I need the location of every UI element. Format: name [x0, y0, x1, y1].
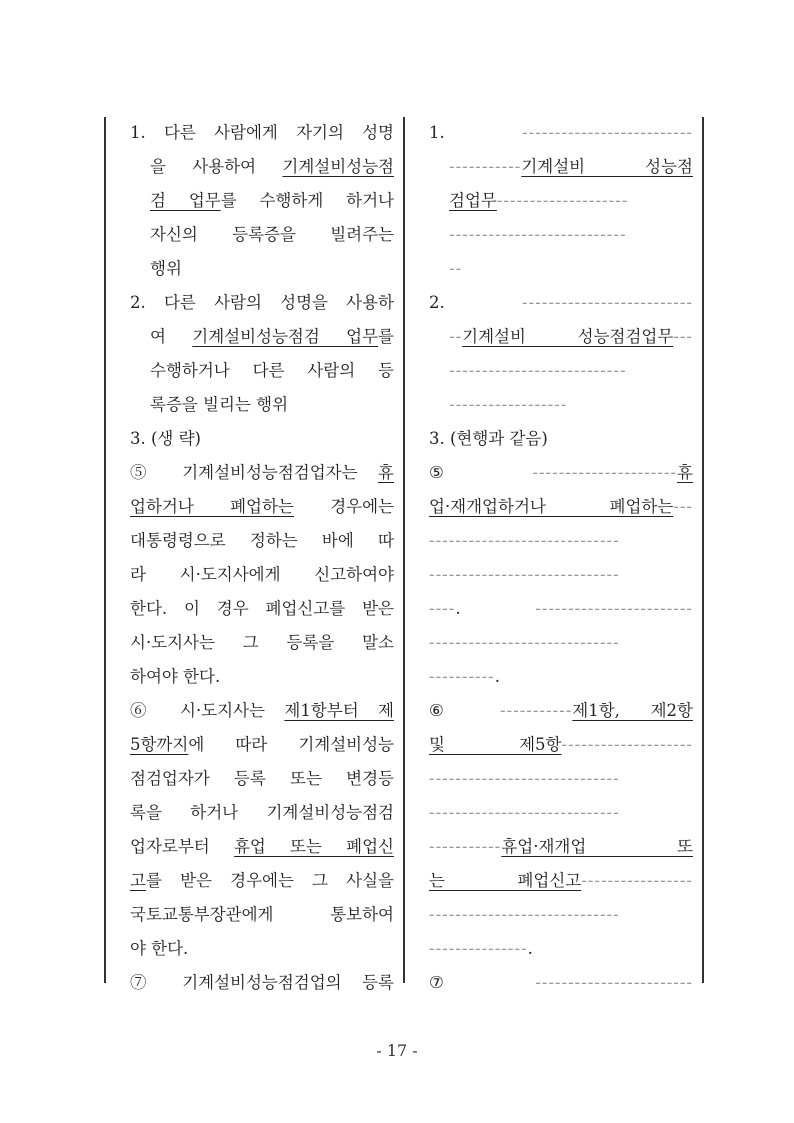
amendment-text-line: [403, 286, 693, 320]
text-segment: 라 시·도지사에게 신고하여야: [130, 565, 394, 584]
amendment-text-line: [403, 830, 693, 864]
current-text-line: [104, 252, 394, 286]
text-segment: 에 따라 기계설비성능: [188, 735, 394, 754]
current-text-line: [104, 286, 394, 320]
underlined-text: 업하거나 폐업하는: [130, 497, 294, 516]
text-segment: ⑥ 시·도지사는: [130, 701, 285, 720]
amendment-text-line: [403, 558, 693, 592]
amendment-text-line: [403, 320, 693, 354]
dash-placeholder: -----------------: [581, 871, 693, 890]
amendment-text-line: [403, 218, 693, 252]
text-segment: .: [494, 667, 501, 686]
text-segment: 3. (현행과 같음): [429, 429, 548, 448]
text-segment: 를 받은 경우에는 그 사실을: [145, 871, 394, 890]
underlined-text: 검업무: [449, 191, 497, 210]
dash-placeholder: --: [449, 259, 463, 278]
amendment-text-line: [403, 116, 693, 150]
dash-placeholder: -----------------------------: [429, 633, 620, 652]
text-segment: ⑤ 기계설비성능점검업자는: [130, 463, 379, 482]
dash-placeholder: -----------------------------: [429, 769, 620, 788]
text-segment: 를 수행하게 하거나: [220, 191, 394, 210]
current-text-line: [104, 694, 394, 728]
amendment-text-line: [403, 796, 693, 830]
current-text-line: [104, 116, 394, 150]
text-segment: .: [455, 599, 536, 618]
current-text-line: [104, 558, 394, 592]
text-segment: ⑤: [429, 463, 533, 482]
amendment-text-line: [403, 388, 693, 422]
underlined-text: 제1항부터 제: [284, 701, 394, 720]
dash-placeholder: --------------------------: [522, 123, 693, 142]
current-law-column: [104, 116, 394, 1000]
text-segment: 1.: [429, 123, 523, 142]
text-segment: 1. 다른 사람에게 자기의 성명: [130, 123, 394, 142]
current-text-line: [104, 864, 394, 898]
dash-placeholder: ----: [429, 599, 456, 618]
text-segment: 를: [378, 327, 394, 346]
text-segment: 자신의 등록증을 빌려주는: [150, 225, 394, 244]
text-segment: 여: [150, 327, 193, 346]
dash-placeholder: --: [449, 327, 463, 346]
dash-placeholder: -----------: [429, 837, 502, 856]
text-segment: 한다. 이 경우 폐업신고를 받은: [130, 599, 394, 618]
dash-placeholder: -----------: [449, 157, 522, 176]
dash-placeholder: ---: [673, 497, 693, 516]
dash-placeholder: ------------------------: [535, 973, 693, 992]
underlined-text: 업·재개업하거나 폐업하는: [429, 497, 674, 516]
current-text-line: [104, 524, 394, 558]
current-text-line: [104, 932, 394, 966]
amendment-text-line: [403, 762, 693, 796]
underlined-text: 5항까지: [130, 735, 189, 754]
amendment-text-line: [403, 898, 693, 932]
amendment-column: [403, 116, 693, 1000]
text-segment: 록증을 빌리는 행위: [150, 395, 289, 414]
current-text-line: [104, 150, 394, 184]
current-text-line: [104, 796, 394, 830]
text-segment: .: [527, 939, 533, 958]
dash-placeholder: --------------------: [561, 735, 693, 754]
current-text-line: [104, 354, 394, 388]
text-segment: ⑥: [429, 701, 500, 720]
underlined-text: 기계설비 성능점: [521, 157, 693, 176]
dash-placeholder: -----------------------------: [429, 803, 620, 822]
amendment-text-line: [403, 456, 693, 490]
underlined-text: 는 폐업신고: [429, 871, 582, 890]
underlined-text: 고: [130, 871, 146, 890]
underlined-text: 휴: [378, 463, 394, 482]
underlined-text: 휴업 또는 폐업신: [233, 837, 394, 856]
amendment-text-line: [403, 592, 693, 626]
text-segment: ⑦ 기계설비성능점검업의 등록: [130, 973, 394, 992]
current-text-line: [104, 592, 394, 626]
amendment-text-line: [403, 524, 693, 558]
amendment-text-line: [403, 660, 693, 694]
text-segment: 시·도지사는 그 등록을 말소: [130, 633, 394, 652]
text-segment: 2. 다른 사람의 성명을 사용하: [130, 293, 394, 312]
text-segment: 행위: [150, 259, 182, 278]
underlined-text: 기계설비 성능점검업무: [462, 327, 674, 346]
dash-placeholder: ---------------------------: [449, 225, 627, 244]
amendment-text-line: [403, 490, 693, 524]
amendment-text-line: [403, 932, 693, 966]
current-text-line: [104, 830, 394, 864]
amendment-text-line: [403, 966, 693, 1000]
current-text-line: [104, 422, 394, 456]
text-segment: 수행하거나 다른 사람의 등: [150, 361, 394, 380]
text-segment: 2.: [429, 293, 523, 312]
amendment-text-line: [403, 150, 693, 184]
underlined-text: 기계설비성능점: [282, 157, 394, 176]
amendment-text-line: [403, 252, 693, 286]
current-text-line: [104, 728, 394, 762]
dash-placeholder: -----------: [499, 701, 573, 720]
dash-placeholder: ------------------: [449, 395, 568, 414]
dash-placeholder: --------------------: [496, 191, 629, 210]
text-segment: 대통령령으로 정하는 바에 따: [130, 531, 394, 550]
underlined-text: 휴: [677, 463, 693, 482]
amendment-text-line: [403, 728, 693, 762]
text-segment: 하여야 한다.: [130, 667, 221, 686]
underlined-text: 제1항, 제2항: [572, 701, 693, 720]
dash-placeholder: -----------------------------: [429, 565, 620, 584]
amendment-text-line: [403, 184, 693, 218]
current-text-line: [104, 218, 394, 252]
text-segment: 록을 하거나 기계설비성능점검: [130, 803, 394, 822]
current-text-line: [104, 320, 394, 354]
current-text-line: [104, 388, 394, 422]
dash-placeholder: ------------------------: [535, 599, 693, 618]
dash-placeholder: ----------: [429, 667, 495, 686]
dash-placeholder: ---: [673, 327, 693, 346]
text-segment: 야 한다.: [130, 939, 189, 958]
text-segment: 업자로부터: [130, 837, 234, 856]
current-text-line: [104, 626, 394, 660]
amendment-text-line: [403, 354, 693, 388]
dash-placeholder: ---------------: [429, 939, 528, 958]
dash-placeholder: -----------------------------: [429, 531, 620, 550]
underlined-text: 검 업무: [150, 191, 221, 210]
underlined-text: 및 제5항: [429, 735, 562, 754]
text-segment: 경우에는: [293, 497, 394, 516]
current-text-line: [104, 660, 394, 694]
dash-placeholder: ---------------------------: [449, 361, 627, 380]
current-text-line: [104, 490, 394, 524]
current-text-line: [104, 184, 394, 218]
amendment-text-line: [403, 864, 693, 898]
text-segment: 국토교통부장관에게 통보하여: [130, 905, 394, 924]
underlined-text: 휴업·재개업 또: [501, 837, 693, 856]
amendment-text-line: [403, 694, 693, 728]
dash-placeholder: -----------------------------: [429, 905, 620, 924]
text-segment: 점검업자가 등록 또는 변경등: [130, 769, 394, 788]
page-number: - 17 -: [376, 1041, 418, 1060]
current-text-line: [104, 898, 394, 932]
current-text-line: [104, 966, 394, 1000]
dash-placeholder: ----------------------: [532, 463, 678, 482]
current-text-line: [104, 762, 394, 796]
amendment-text-line: [403, 626, 693, 660]
text-segment: ⑦: [429, 973, 536, 992]
current-text-line: [104, 456, 394, 490]
right-border-line: [702, 117, 704, 983]
dash-placeholder: --------------------------: [522, 293, 693, 312]
amendment-text-line: [403, 422, 693, 456]
underlined-text: 기계설비성능점검 업무: [192, 327, 379, 346]
text-segment: 을 사용하여: [150, 157, 283, 176]
text-segment: 3. (생 략): [130, 429, 201, 448]
